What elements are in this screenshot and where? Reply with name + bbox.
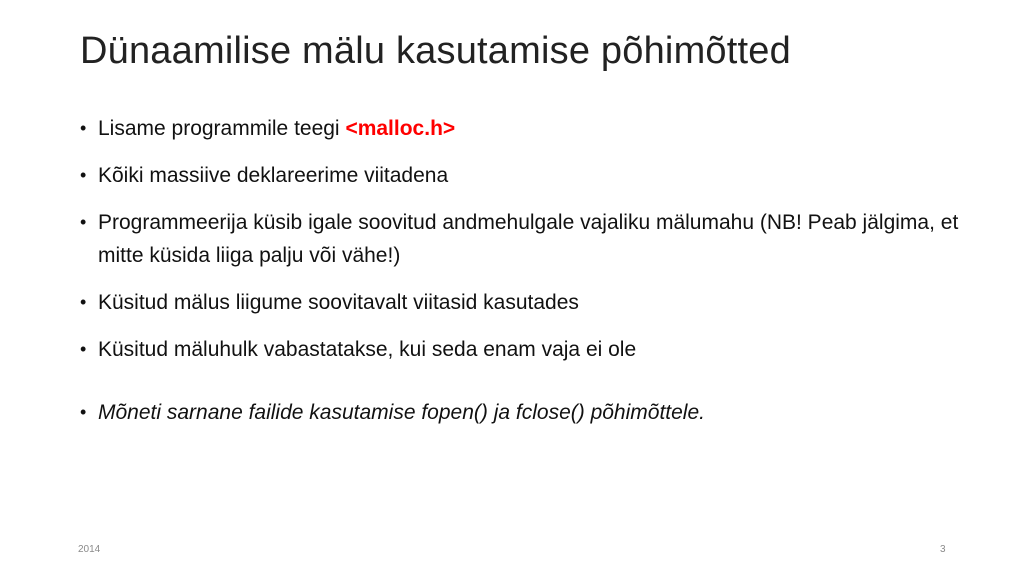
bullet-item — [80, 286, 960, 319]
bullet-text: Programmeerija küsib igale soovitud andmehulgale vajaliku mälumahu (NB! Peab jälgima, et mitte küsida liiga palju või vähe!) — [98, 211, 959, 267]
slide-title: Dünaamilise mälu kasutamise põhimõtted — [80, 30, 791, 72]
bullet-text: Kõiki massiive deklareerime viitadena — [98, 164, 449, 187]
bullet-text: Küsitud mäluhulk vabastatakse, kui seda enam vaja ei ole — [98, 338, 637, 361]
bullet-text: Lisame programmile teegi — [98, 117, 346, 140]
library-highlight: <malloc.h> — [345, 117, 456, 140]
bullet-item — [80, 206, 960, 272]
bullet-list — [80, 112, 960, 443]
bullet-text: Mõneti sarnane failide kasutamise fopen() ja fclose() põhimõttele. — [98, 401, 705, 424]
bullet-text: Küsitud mälus liigume soovitavalt viitasid kasutades — [98, 291, 579, 314]
bullet-item — [80, 396, 960, 429]
footer-date: 2014 — [78, 544, 101, 555]
bullet-item — [80, 333, 960, 366]
page-number: 3 — [940, 544, 946, 555]
bullet-item — [80, 159, 960, 192]
bullet-item — [80, 112, 960, 145]
